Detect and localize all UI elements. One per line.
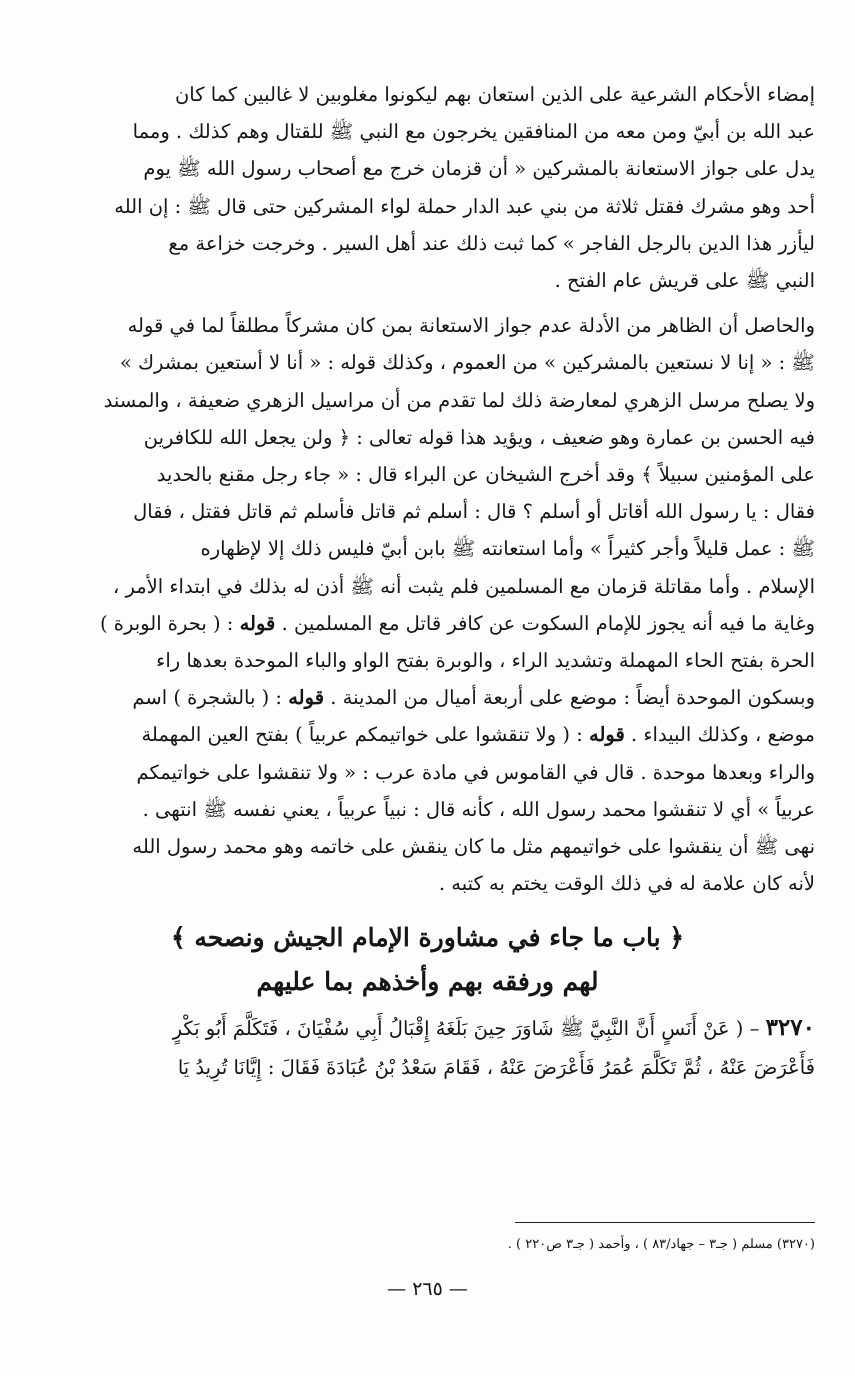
page-number: — ٢٦٥ — — [387, 1278, 468, 1300]
text-segment: : ( بالشجرة ) اسم — [132, 686, 283, 710]
text-line: على المؤمنين سبيلاً ﴾ وقد أخرج الشيخان عن البراء قال : « جاء رجل مقنع بالحديد — [156, 463, 815, 487]
hadith-line — [40, 1008, 815, 1048]
commentary-paragraph-2 — [40, 307, 815, 902]
keyword-qawluhu: قوله — [288, 686, 325, 710]
keyword-qawluhu: قوله — [239, 611, 276, 635]
footnote: (٣٢٧٠) مسلم ( جـ٣ – جهاد/٨٣ ) ، وأحمد ( جـ٣ ص٢٢٠ ) . — [507, 1237, 815, 1252]
text-line: الحرة بفتح الحاء المهملة وتشديد الراء ، والوبرة بفتح الواو والباء الموحدة بعدها راء — [156, 649, 815, 673]
text-line: والراء وبعدها موحدة . قال في القاموس في مادة عرب : « ولا تنقشوا على خواتيمكم — [136, 760, 815, 784]
keyword-qawluhu: قوله — [588, 723, 625, 747]
text-line: النبي ﷺ على قريش عام الفتح . — [554, 269, 815, 293]
text-line — [40, 716, 815, 753]
chapter-title-line: لهم ورفقه بهم وأخذهم بما عليهم — [256, 967, 599, 997]
text-segment: : ( بحرة الوبرة ) — [99, 611, 234, 635]
text-line: ليأزر هذا الدين بالرجل الفاجر » كما ثبت ذلك عند أهل السير . وخرجت خزاعة مع — [168, 231, 815, 255]
text-line — [40, 679, 815, 716]
text-segment: وبسكون الموحدة أيضاً : موضع على أربعة أميال من المدينة . — [330, 686, 815, 710]
text-line: عربياً » أي لا تنقشوا محمد رسول الله ، كأنه قال : نبياً عربياً ، يعني نفسه ﷺ انتهى . — [142, 797, 815, 821]
chapter-title-line: ﴿ باب ما جاء في مشاورة الإمام الجيش ونصحه ﴾ — [171, 923, 684, 953]
text-line: يدل على جواز الاستعانة بالمشركين « أن قزمان خرج مع أصحاب رسول الله ﷺ يوم — [143, 157, 815, 181]
hadith-segment: – ( عَنْ أَنَسٍ أَنَّ النَّبِيَّ ﷺ شَاوَرَ حِينَ بَلَغَهُ إِقْبَالُ أَبِي سُفْيَانَ ، فَتَكَلَّمَ أَبُو بَكْرٍ — [172, 1017, 760, 1041]
text-segment: موضع ، وكذلك البيداء . — [630, 723, 815, 747]
text-line: فيه الحسن بن عمارة وهو ضعيف ، ويؤيد هذا قوله تعالى : ﴿ ولن يجعل الله للكافرين — [143, 425, 815, 449]
text-line: والحاصل أن الظاهر من الأدلة عدم جواز الاستعانة بمن كان مشركاً مطلقاً لما في قوله — [127, 314, 815, 338]
commentary-paragraph-1 — [40, 76, 815, 299]
text-line: ولا يصلح مرسل الزهري لمعارضة ذلك لما تقدم من أن مراسيل الزهري ضعيفة ، والمسند — [103, 388, 815, 412]
hadith-text — [40, 1008, 815, 1087]
text-line: ﷺ : « إنا لا نستعين بالمشركين » من العموم ، وكذلك قوله : « أنا لا أستعين بمشرك » — [119, 351, 815, 375]
text-line: عبد الله بن أبيّ ومن معه من المنافقين يخرجون مع النبي ﷺ للقتال وهم كذلك . ومما — [132, 120, 815, 144]
text-line: أحد وهو مشرك فقتل ثلاثة من بني عبد الدار حملة لواء المشركين حتى قال ﷺ : إن الله — [114, 194, 815, 218]
text-line: ﷺ : عمل قليلاً وأجر كثيراً » وأما استعانته ﷺ بابن أبيّ فليس ذلك إلا لإظهاره — [200, 537, 815, 561]
text-line: الإسلام . وأما مقاتلة قزمان مع المسلمين فلم يثبت أنه ﷺ أذن له بذلك في ابتداء الأمر ، — [112, 574, 815, 598]
chapter-heading — [40, 916, 815, 1004]
text-segment: : ( ولا تنقشوا على خواتيمكم عربياً ) بفتح العين المهملة — [141, 723, 583, 747]
text-line — [40, 605, 815, 642]
text-line: إمضاء الأحكام الشرعية على الذين استعان بهم ليكونوا مغلوبين لا غالبين كما كان — [174, 83, 815, 106]
text-line: لأنه كان علامة له في ذلك الوقت يختم به كتبه . — [438, 872, 815, 896]
hadith-line: فَأَعْرَضَ عَنْهُ ، ثُمَّ تَكَلَّمَ عُمَرُ فَأَعْرَضَ عَنْهُ ، فَقَامَ سَعْدُ بْنُ عُبَادَةَ فَقَالَ : إِيَّانَا تُرِيدُ يَا — [177, 1056, 815, 1080]
text-segment: وغاية ما فيه أنه يجوز للإمام السكوت عن كافر قاتل مع المسلمين . — [281, 611, 815, 635]
hadith-number: ٣٢٧٠ — [765, 1014, 815, 1042]
footnote-divider — [515, 1222, 815, 1223]
text-line: نهى ﷺ أن ينقشوا على خواتيمهم مثل ما كان ينقش على خاتمه وهو محمد رسول الله — [132, 835, 815, 859]
text-line: فقال : يا رسول الله أقاتل أو أسلم ؟ قال : أسلم ثم قاتل فأسلم ثم قاتل فقتل ، فقال — [133, 500, 815, 524]
